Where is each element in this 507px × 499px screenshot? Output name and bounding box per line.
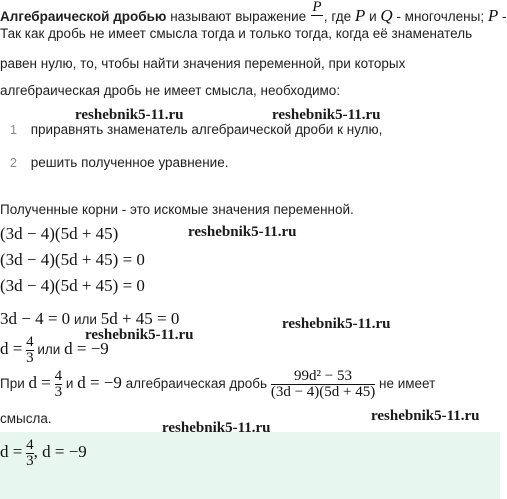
intro-fraction: P [311,0,323,22]
fraction-4-3: $\frac{4}{3}$ [26,437,34,469]
list-item: 2 решить полученное уравнение. [10,155,229,170]
list-number: 1 [10,123,17,137]
expression-2: (3d − 4)(5d + 45) = 0 [0,250,145,269]
conclusion-tail: смысла. [0,411,52,426]
intro-line-1: Алгебраической дробью называют выражение P , где P и Q - многочлены; P - [0,0,507,25]
list-number: 2 [10,156,17,170]
expression-3: (3d − 4)(5d + 45) = 0 [0,276,145,295]
watermark: reshebnik5-11.ru [188,224,297,240]
split-equations: 3d − 4 = 0 или 5d + 45 = 0 [0,309,180,328]
intro-bold-term: Алгебраической дробью [0,9,167,24]
solution-line: d = $\frac{4}{3}$ или d = −9 [0,334,109,366]
list-item: 1 приравнять знаменатель алгебраической дроби к нулю, [10,122,383,137]
watermark: reshebnik5-11.ru [282,316,391,332]
roots-text: Полученные корни - это искомые значения переменной. [0,202,354,217]
watermark: reshebnik5-11.ru [272,107,381,123]
watermark: reshebnik5-11.ru [75,107,184,123]
intro-text: называют выражение [170,9,307,24]
fraction-4-3: $\frac{4}{3}$ [54,368,63,400]
watermark: reshebnik5-11.ru [85,327,194,343]
intro-line-4: алгебраическая дробь не имеет смысла, необходимо: [0,83,341,98]
watermark: reshebnik5-11.ru [371,408,480,424]
expression-1: (3d − 4)(5d + 45) [0,224,119,243]
answer-line: d = $\frac{4}{3}$ , d = −9 [0,437,87,469]
watermark: reshebnik5-11.ru [162,420,271,436]
intro-line-2: Так как дробь не имеет смысла тогда и только тогда, когда её знаменатель [0,26,473,41]
conclusion-line: При d = $\frac{4}{3}$ и d = −9 алгебраическая дробь $\frac{\text{99d² − 53}}{(3d - 4)(5d + 45)}$ не имеет [0,368,436,400]
fraction-4-3: $\frac{4}{3}$ [26,334,34,366]
algebraic-fraction: $\frac{\text{99d² − 53}}{(3d - 4)(5d + 45)}$ [270,368,376,400]
intro-line-3: равен нулю, то, чтобы найти значения переменной, при которых [0,56,406,71]
